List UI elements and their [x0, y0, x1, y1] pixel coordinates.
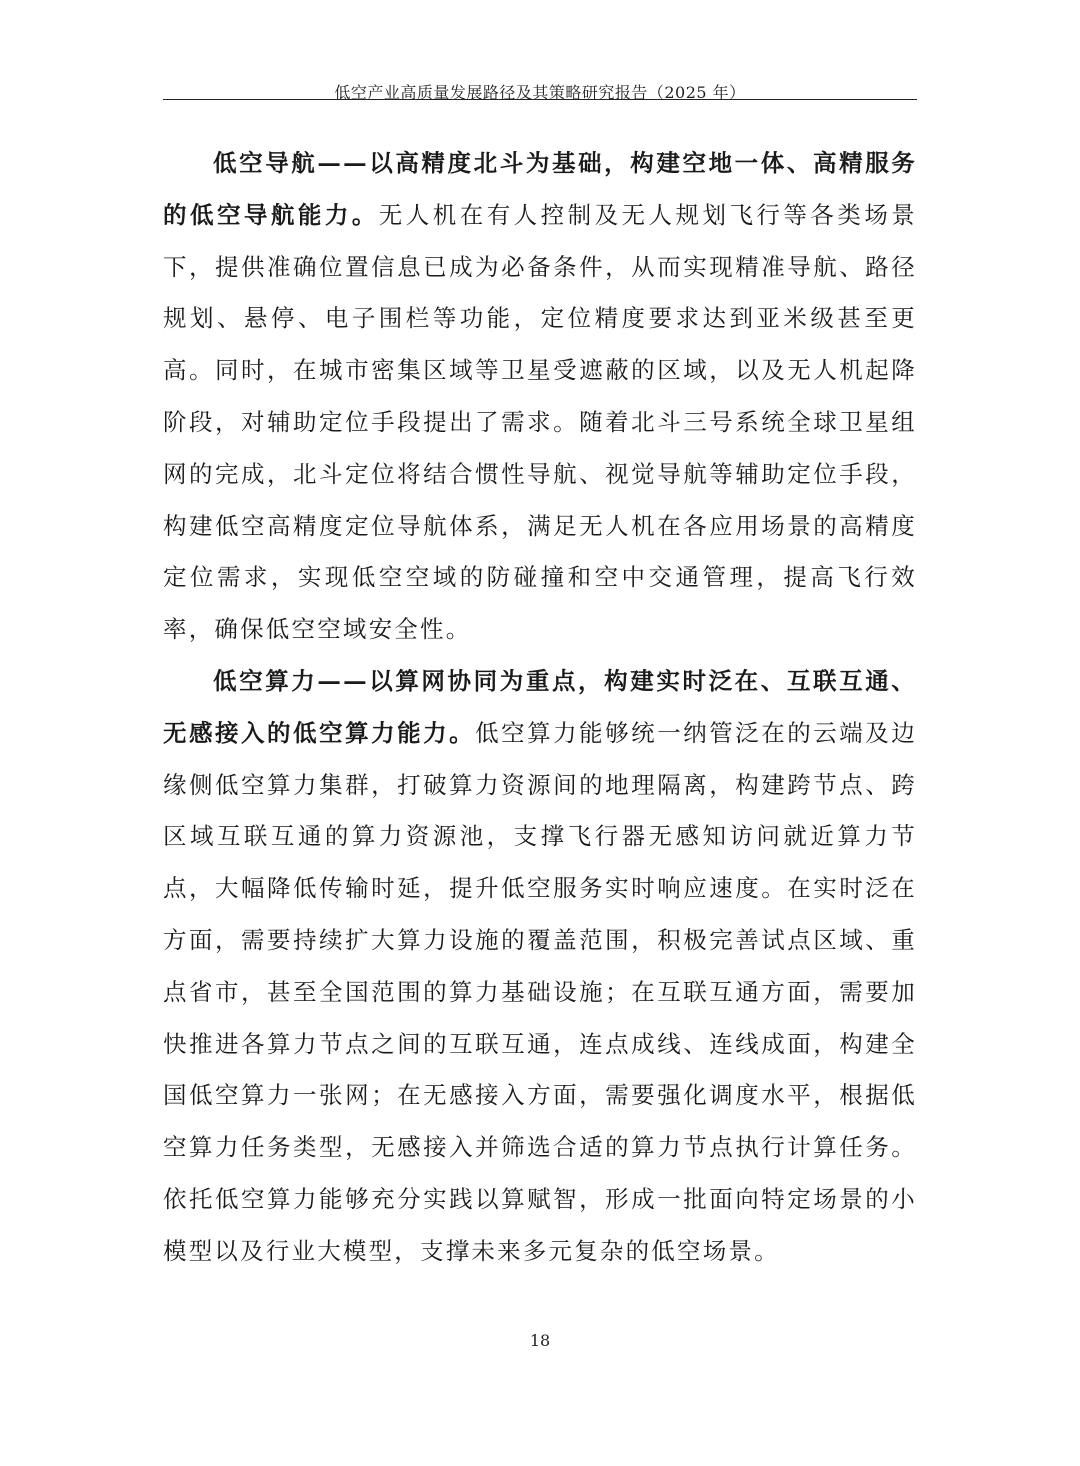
running-header-title: 低空产业高质量发展路径及其策略研究报告（2025 年） — [334, 83, 746, 102]
paragraph-body-computing: 低空算力能够统一纳管泛在的云端及边缘侧低空算力集群，打破算力资源间的地理隔离，构建跨节点、跨区域互联互通的算力资源池，支撑飞行器无感知访问就近算力节点，大幅降低传输时延，提升低空服务实时响应速度。在实时泛在方面，需要持续扩大算力设施的覆盖范围，积极完善试点区域、重点省市，甚至全国范围的算力基础设施；在互联互通方面，需要加快推进各算力节点之间的互联互通，连点成线、连线成面，构建全国低空算力一张网；在无感接入方面，需要强化调度水平，根据低空算力任务类型，无感接入并筛选合适的算力节点执行计算任务。依托低空算力能够充分实践以算赋智，形成一批面向特定场景的小模型以及行业大模型，支撑未来多元复杂的低空场景。 — [163, 718, 917, 1265]
paragraph-body-navigation: 无人机在有人控制及无人规划飞行等各类场景下，提供准确位置信息已成为必备条件，从而实现精准导航、路径规划、悬停、电子围栏等功能，定位精度要求达到亚米级甚至更高。同时，在城市密集区域等卫星受遮蔽的区域，以及无人机起降阶段，对辅助定位手段提出了需求。随着北斗三号系统全球卫星组网的完成，北斗定位将结合惯性导航、视觉导航等辅助定位手段，构建低空高精度定位导航体系，满足无人机在各应用场景的高精度定位需求，实现低空空域的防碰撞和空中交通管理，提高飞行效率，确保低空空域安全性。 — [163, 200, 917, 644]
paragraph-lead-navigation: 低空导航——以高精度北斗为基础，构建空地一体、高精服务的低空导航能力。 — [163, 149, 917, 229]
body-content — [163, 138, 917, 1278]
header-divider — [163, 99, 917, 100]
paragraph-low-altitude-computing — [163, 656, 917, 1278]
paragraph-low-altitude-navigation — [163, 138, 917, 656]
paragraph-lead-computing: 低空算力——以算网协同为重点，构建实时泛在、互联互通、无感接入的低空算力能力。 — [163, 666, 917, 747]
page-number: 18 — [529, 1331, 551, 1350]
